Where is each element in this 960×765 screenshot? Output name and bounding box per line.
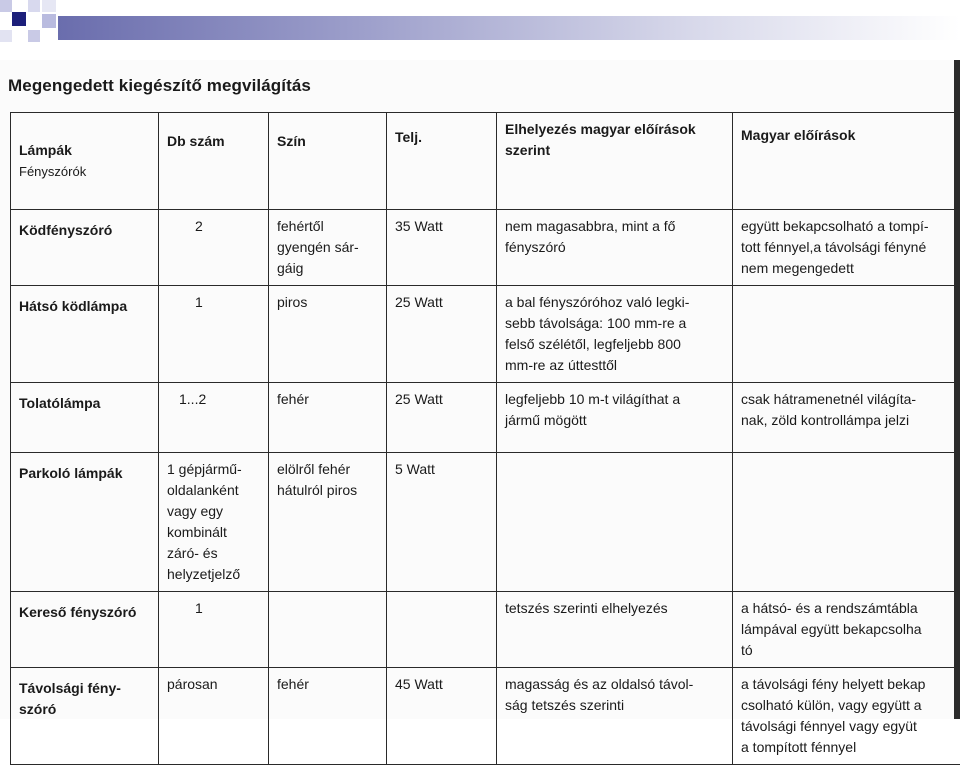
- cell-eloirasok: csak hátramenetnél világíta- nak, zöld kontrollámpa jelzi: [733, 383, 960, 453]
- corner-square-light: [0, 0, 12, 12]
- corner-square-mid: [42, 0, 56, 12]
- header-lampak: [11, 113, 159, 210]
- cell-eloirasok: [733, 453, 960, 592]
- cell-lamp: Távolsági fény- szóró: [11, 668, 159, 765]
- cell-lamp: Ködfényszóró: [11, 210, 159, 286]
- cell-eloirasok: [733, 286, 960, 383]
- cell-db: 1: [159, 592, 269, 668]
- corner-square-light: [28, 30, 40, 42]
- cell-elhelyezes: a bal fényszóróhoz való legki- sebb távolsága: 100 mm-re a felső szélétől, legfeljebb 800 mm-re az úttesttől: [497, 286, 733, 383]
- cell-eloirasok: a hátsó- és a rendszámtábla lámpával együtt bekapcsolha tó: [733, 592, 960, 668]
- slide-title-bar: [58, 16, 960, 40]
- cell-eloirasok: a távolsági fény helyett bekap csolható külön, vagy együtt a távolsági fénnyel vagy együt a tompított fénnyel: [733, 668, 960, 765]
- cell-szin: [269, 592, 387, 668]
- cell-elhelyezes: nem magasabbra, mint a fő fényszóró: [497, 210, 733, 286]
- table-row: [11, 286, 960, 383]
- header-lampak-sub: Fényszórók: [19, 161, 150, 182]
- cell-szin: piros: [269, 286, 387, 383]
- cell-elhelyezes: legfeljebb 10 m-t világíthat a jármű mögött: [497, 383, 733, 453]
- cell-telj: 25 Watt: [387, 383, 497, 453]
- header-lampak-main: Lámpák: [19, 142, 72, 158]
- table-row: [11, 453, 960, 592]
- cell-elhelyezes: magasság és az oldalsó távol- ság tetszés szerinti: [497, 668, 733, 765]
- cell-telj: [387, 592, 497, 668]
- cell-elhelyezes: [497, 453, 733, 592]
- lighting-table: [10, 112, 960, 765]
- scan-edge-shadow: [954, 60, 960, 719]
- cell-telj: 45 Watt: [387, 668, 497, 765]
- cell-db: 1 gépjármű- oldalanként vagy egy kombinált záró- és helyzetjelző: [159, 453, 269, 592]
- table-row: [11, 210, 960, 286]
- cell-szin: fehér: [269, 383, 387, 453]
- cell-db: 2: [159, 210, 269, 286]
- corner-square-dark: [12, 12, 26, 26]
- cell-lamp: Parkoló lámpák: [11, 453, 159, 592]
- cell-szin: fehér: [269, 668, 387, 765]
- header-db-szam: Db szám: [159, 113, 269, 210]
- cell-eloirasok: együtt bekapcsolható a tompí- tott fénnyel,a távolsági fényné nem megengedett: [733, 210, 960, 286]
- table-row: [11, 383, 960, 453]
- cell-db: 1...2: [159, 383, 269, 453]
- cell-lamp: Tolatólámpa: [11, 383, 159, 453]
- header-telj: Telj.: [387, 113, 497, 210]
- corner-square-light: [28, 0, 40, 12]
- cell-telj: 5 Watt: [387, 453, 497, 592]
- corner-square-light: [42, 14, 56, 28]
- cell-szin: elölről fehér hátulról piros: [269, 453, 387, 592]
- cell-szin: fehértől gyengén sár- gáig: [269, 210, 387, 286]
- cell-lamp: Hátsó ködlámpa: [11, 286, 159, 383]
- header-eloirasok: Magyar előírások: [733, 113, 960, 210]
- cell-db: párosan: [159, 668, 269, 765]
- cell-elhelyezes: tetszés szerinti elhelyezés: [497, 592, 733, 668]
- corner-square-light: [0, 30, 12, 42]
- table-header-row: [11, 113, 960, 210]
- cell-lamp: Kereső fényszóró: [11, 592, 159, 668]
- table-row: [11, 668, 960, 765]
- cell-telj: 25 Watt: [387, 286, 497, 383]
- cell-telj: 35 Watt: [387, 210, 497, 286]
- header-elhelyezes: Elhelyezés magyar előírások szerint: [497, 113, 733, 210]
- page-title: Megengedett kiegészítő megvilágítás: [8, 76, 311, 96]
- header-szin: Szín: [269, 113, 387, 210]
- table-row: [11, 592, 960, 668]
- cell-db: 1: [159, 286, 269, 383]
